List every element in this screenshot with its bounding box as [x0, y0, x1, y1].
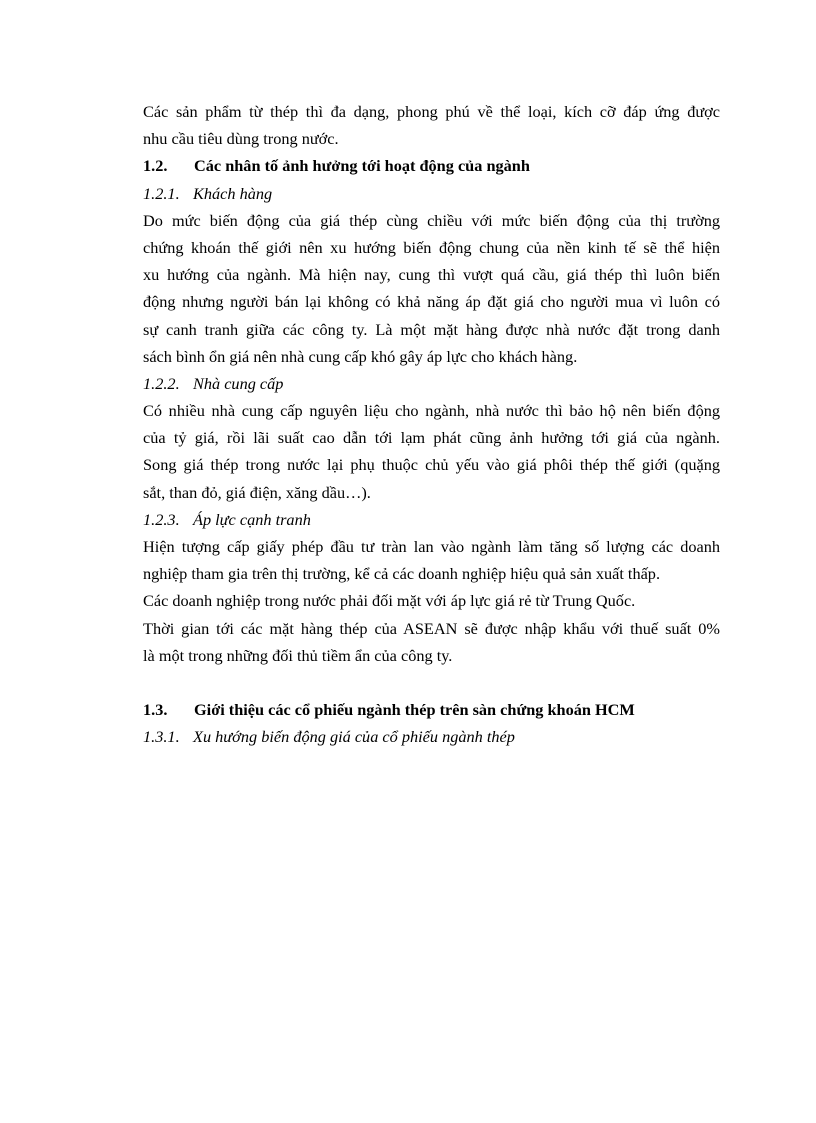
- blank-line: [143, 669, 720, 696]
- text-line: chứng khoán thế giới nên xu hướng biến động chung của nền kinh tế sẽ thể hiện: [143, 237, 720, 257]
- section-title: Giới thiệu các cổ phiếu ngành thép trên sàn chứng khoán HCM: [194, 700, 635, 719]
- text-line: sách bình ổn giá nên nhà cung cấp khó gây áp lực cho khách hàng.: [143, 346, 578, 366]
- section-heading-1-2: [143, 152, 720, 179]
- text-line: nghiệp tham gia trên thị trường, kể cả các doanh nghiệp hiệu quả sản xuất thấp.: [143, 564, 661, 584]
- customers-paragraph: [143, 207, 720, 370]
- subsection-heading-1-3-1: [143, 723, 720, 750]
- subsection-title: Nhà cung cấp: [193, 373, 284, 393]
- section-heading-1-3: [143, 696, 720, 723]
- section-number: 1.3.: [143, 700, 168, 719]
- text-line: Các doanh nghiệp trong nước phải đối mặt với áp lực giá rẻ từ Trung Quốc.: [143, 591, 636, 611]
- section-number: 1.2.: [143, 156, 168, 176]
- text-line: sự canh tranh giữa các công ty. Là một mặt hàng được nhà nước đặt trong danh: [143, 319, 720, 339]
- subsection-heading-1-2-3: [143, 506, 720, 533]
- text-line: nhu cầu tiêu dùng trong nước.: [143, 129, 339, 149]
- text-line: là một trong những đối thủ tiềm ẩn của công ty.: [143, 645, 453, 665]
- text-line: Có nhiều nhà cung cấp nguyên liệu cho ngành, nhà nước thì bảo hộ nên biến động: [143, 401, 720, 421]
- suppliers-paragraph: [143, 397, 720, 506]
- text-line: Do mức biến động của giá thép cùng chiều với mức biến động của thị trường: [143, 210, 720, 230]
- text-line: Các sản phẩm từ thép thì đa dạng, phong phú về thể loại, kích cỡ đáp ứng được: [143, 102, 720, 121]
- subsection-number: 1.2.1.: [143, 183, 180, 203]
- text-line: động nhưng người bán lại không có khả năng áp đặt giá cho người mua vì luôn có: [143, 292, 720, 312]
- text-line: sắt, than đỏ, giá điện, xăng dầu…).: [143, 482, 371, 502]
- section-title: Các nhân tố ảnh hưởng tới hoạt động của ngành: [194, 156, 530, 176]
- document-page: [143, 98, 720, 750]
- subsection-heading-1-2-1: [143, 180, 720, 207]
- subsection-title: Áp lực cạnh tranh: [193, 509, 311, 529]
- text-line: của tỷ giá, rồi lãi suất cao dẫn tới lạm phát cũng ảnh hưởng tới giá của ngành.: [143, 428, 720, 448]
- subsection-number: 1.2.3.: [143, 509, 180, 529]
- subsection-number: 1.2.2.: [143, 373, 180, 393]
- subsection-title: Khách hàng: [193, 183, 273, 203]
- subsection-heading-1-2-2: [143, 370, 720, 397]
- subsection-number: 1.3.1.: [143, 727, 180, 747]
- subsection-title: Xu hướng biến động giá của cổ phiếu ngành thép: [193, 727, 515, 747]
- text-line: Thời gian tới các mặt hàng thép của ASEAN sẽ được nhập khẩu với thuế suất 0%: [143, 618, 720, 638]
- text-line: xu hướng của ngành. Mà hiện nay, cung thì vượt quá cầu, giá thép thì luôn biến: [143, 265, 720, 285]
- competition-paragraph: [143, 533, 720, 669]
- text-line: Song giá thép trong nước lại phụ thuộc chủ yếu vào giá phôi thép thế giới (quặng: [143, 455, 720, 475]
- text-line: Hiện tượng cấp giấy phép đầu tư tràn lan vào ngành làm tăng số lượng các doanh: [143, 537, 720, 557]
- intro-paragraph: [143, 98, 720, 152]
